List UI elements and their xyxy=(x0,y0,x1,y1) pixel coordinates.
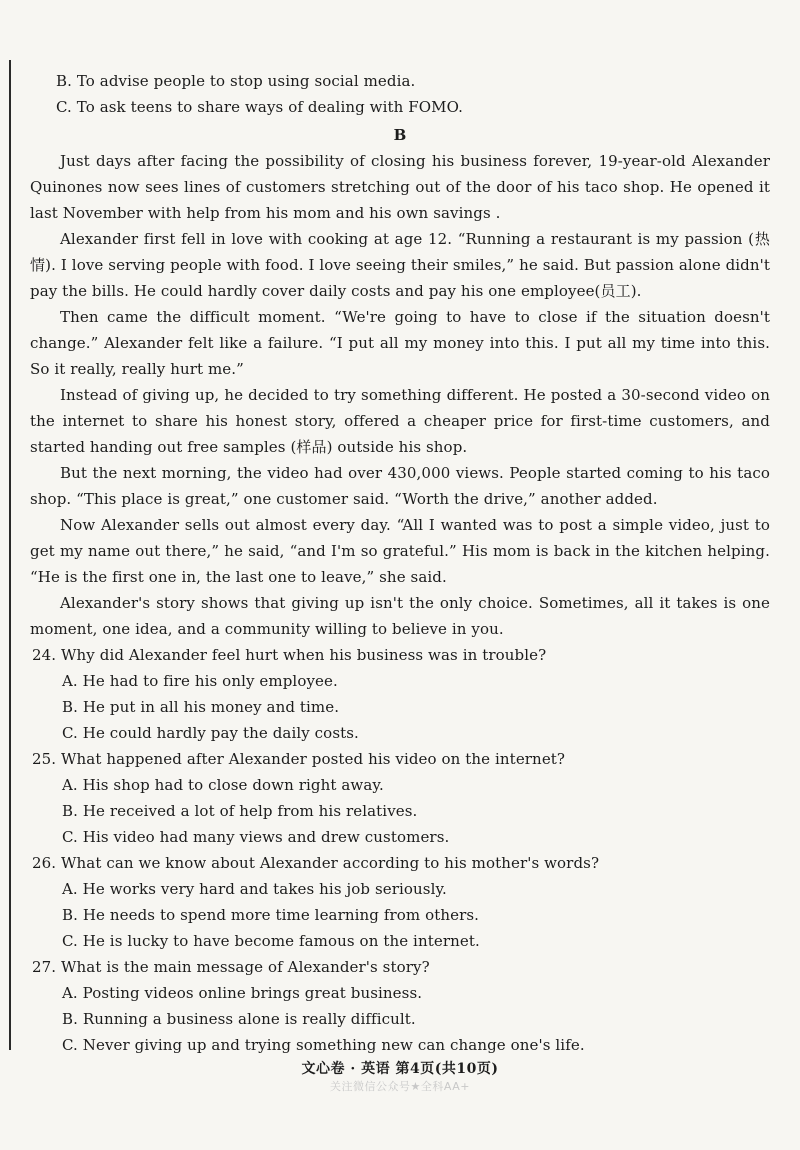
question-26-option-c: C. He is lucky to have become famous on the internet. xyxy=(62,932,480,950)
question-24-option-b: B. He put in all his money and time. xyxy=(62,698,340,716)
question-25-stem: 25. What happened after Alexander posted his video on the internet? xyxy=(32,750,566,768)
watermark-text: 关注微信公众号★全科AA+ xyxy=(330,1080,470,1093)
page-content xyxy=(30,68,770,1058)
passage-paragraph: Alexander's story shows that giving up isn't the only choice. Sometimes, all it takes is one moment, one idea, and a community willing to believe in you. xyxy=(30,594,770,638)
passage-paragraph: Now Alexander sells out almost every day. “All I wanted was to post a simple video, just to get my name out there,” he said, “and I'm so grateful.” His mom is back in the kitchen helping. “He is the first one in, the last one to leave,” she said. xyxy=(30,516,770,586)
section-heading: B xyxy=(393,126,407,144)
question-25-option-a: A. His shop had to close down right away. xyxy=(62,776,384,794)
option-top-c: C. To ask teens to share ways of dealing with FOMO. xyxy=(56,98,464,116)
option-top-b: B. To advise people to stop using social media. xyxy=(56,72,416,90)
passage-paragraph: Instead of giving up, he decided to try something different. He posted a 30-second video on the internet to share his honest story, offered a cheaper price for first-time customers, and started handing out free samples (样品) outside his shop. xyxy=(30,386,770,456)
question-26-stem: 26. What can we know about Alexander according to his mother's words? xyxy=(32,854,600,872)
question-27-option-a: A. Posting videos online brings great business. xyxy=(62,984,423,1002)
margin-rule xyxy=(9,60,11,1050)
question-26-option-b: B. He needs to spend more time learning from others. xyxy=(62,906,480,924)
question-26-option-a: A. He works very hard and takes his job seriously. xyxy=(62,880,447,898)
question-25-option-b: B. He received a lot of help from his relatives. xyxy=(62,802,418,820)
question-27-stem: 27. What is the main message of Alexander's story? xyxy=(32,958,430,976)
question-24-option-a: A. He had to fire his only employee. xyxy=(62,672,338,690)
passage-paragraph: Then came the difficult moment. “We're going to have to close if the situation doesn't change.” Alexander felt like a failure. “I put all my money into this. I put all my time into this. So it really, really hurt me.” xyxy=(30,308,770,378)
passage-paragraph: Alexander first fell in love with cooking at age 12. “Running a restaurant is my passion (热情). I love serving people with food. I love seeing their smiles,” he said. But passion alone didn't pay the bills. He could hardly cover daily costs and pay his one employee(员工). xyxy=(30,230,770,300)
question-24-stem: 24. Why did Alexander feel hurt when his business was in trouble? xyxy=(32,646,547,664)
question-24-option-c: C. He could hardly pay the daily costs. xyxy=(62,724,359,742)
passage-paragraph: Just days after facing the possibility of closing his business forever, 19-year-old Alexander Quinones now sees lines of customers stretching out of the door of his taco shop. He opened it last November with help from his mom and his own savings . xyxy=(30,152,770,222)
question-27-option-c: C. Never giving up and trying something new can change one's life. xyxy=(62,1036,585,1054)
question-25-option-c: C. His video had many views and drew customers. xyxy=(62,828,450,846)
passage-paragraph: But the next morning, the video had over 430,000 views. People started coming to his taco shop. “This place is great,” one customer said. “Worth the drive,” another added. xyxy=(30,464,770,508)
page-footer: 文心卷 · 英语 第4页(共10页) xyxy=(301,1061,499,1077)
question-27-option-b: B. Running a business alone is really difficult. xyxy=(62,1010,416,1028)
